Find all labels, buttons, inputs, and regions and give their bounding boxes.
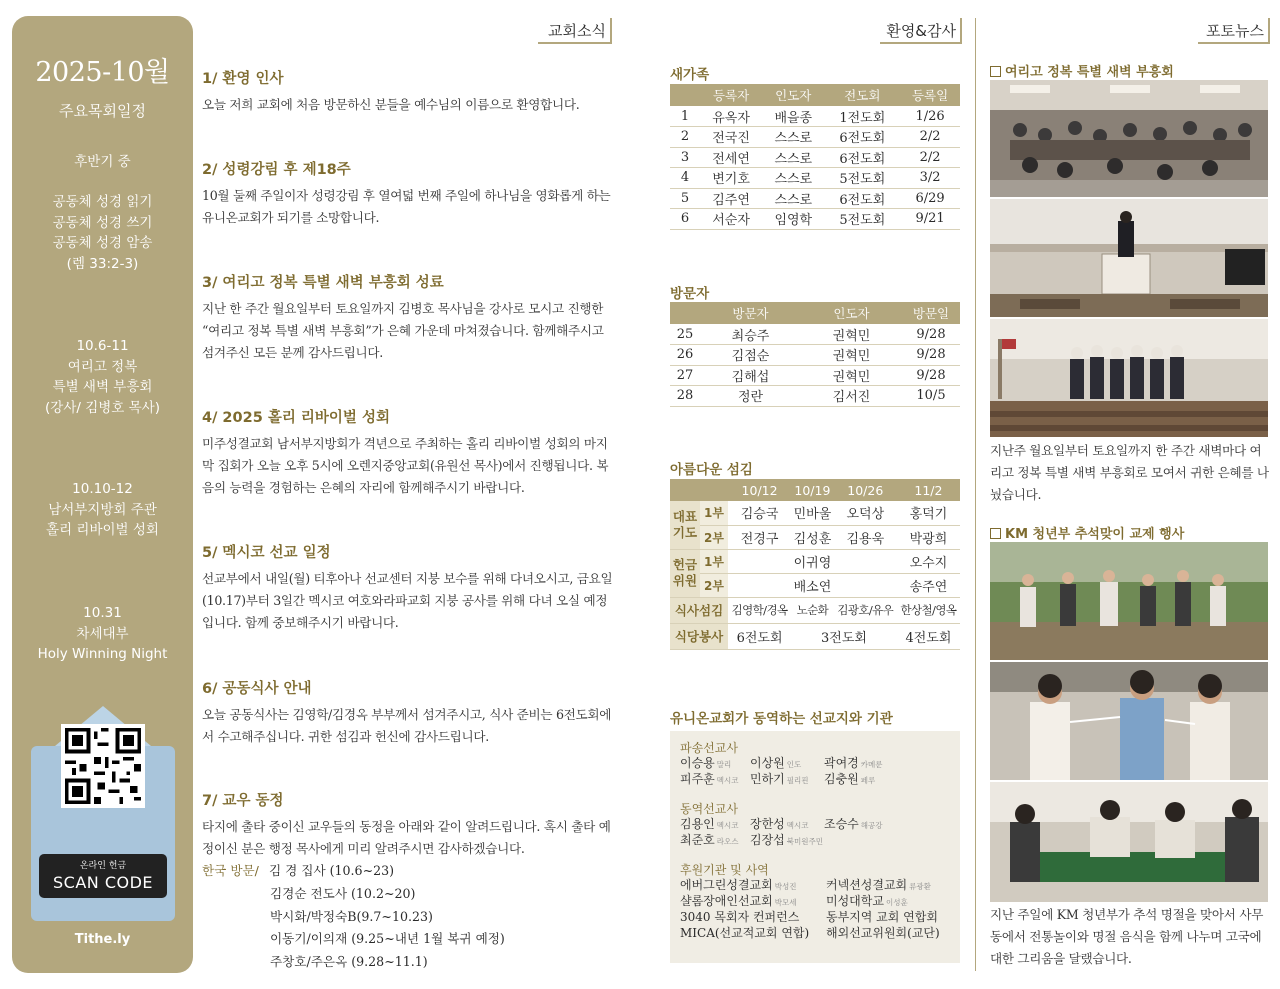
photo-description: 지난 주일에 KM 청년부가 추석 명절을 맞아서 사무동에서 전통놀이와 명절 음식을 함께 나누며 고국에 대한 그리움을 달랬습니다. <box>990 907 1264 966</box>
mission-entry <box>680 894 826 910</box>
column-header: 인도자 <box>762 84 824 106</box>
news-body: 미주성결교회 남서부지방회가 격년으로 주최하는 홀리 리바이벌 성회의 마지막 집회가 오늘 오후 5시에 오렌지중앙교회(유원선 목사)에서 진행됩니다. 복음의 능력을 경험하는 은혜의 자리에 함께해주시기 바랍니다. <box>202 436 609 495</box>
schedule-line: 홀리 리바이벌 성회 <box>46 522 159 538</box>
visit-entry: 김 경 집사 (10.6~23) <box>268 863 395 878</box>
mission-place: 카메룬 <box>860 760 883 769</box>
mission-place: 멕시코 <box>716 776 739 785</box>
table-cell: 1전도회 <box>824 106 900 127</box>
mission-place: 필리핀 <box>786 776 809 785</box>
table-cell: 김해섭 <box>700 365 801 386</box>
table-cell: 5전도회 <box>824 168 900 189</box>
part-label: 2부 <box>700 525 728 549</box>
table-row <box>670 106 960 127</box>
giving-envelope[interactable] <box>31 706 175 921</box>
mission-entry <box>824 817 950 833</box>
mission-entry <box>826 910 950 926</box>
mission-entry <box>826 926 950 942</box>
mission-name: 이승용 <box>680 756 715 770</box>
table-row <box>670 168 960 189</box>
scan-code-button[interactable] <box>39 854 167 898</box>
mission-entry <box>750 772 824 788</box>
prayer-label: 대표기도 <box>670 501 700 549</box>
news-item <box>202 789 614 974</box>
news-body: 타지에 출타 중이신 교우들의 동정을 아래와 같이 알려드립니다. 혹시 출타 예정이신 분은 행정 목사에게 미리 알려주시면 감사하겠습니다. <box>202 819 611 856</box>
table-cell: 1/26 <box>900 106 960 127</box>
mission-name: 해외선교위원회(교단) <box>826 926 940 940</box>
mission-entry <box>824 772 950 788</box>
date-header: 11/2 <box>897 479 960 501</box>
table-cell: 27 <box>670 365 700 386</box>
mission-place: 인도 <box>786 760 802 769</box>
schedule-title: 2025-10월 <box>35 57 170 88</box>
column-divider <box>975 18 976 971</box>
schedule-block <box>12 152 193 173</box>
prayer-cell: 김성훈 <box>791 525 834 549</box>
visit-entry: 김경순 전도사 (10.2~20) <box>270 885 416 901</box>
mission-entry <box>826 894 950 910</box>
mission-row <box>680 756 950 772</box>
mission-name: 김용인 <box>680 817 715 831</box>
table-row <box>670 147 960 168</box>
photo-caption-text: KM 청년부 추석맞이 교제 행사 <box>1005 527 1185 542</box>
mission-row <box>680 910 950 926</box>
schedule-line: 남서부지방회 주관 <box>48 501 157 518</box>
mission-row <box>680 878 950 894</box>
mission-row <box>680 817 950 833</box>
schedule-line: 후반기 중 <box>74 154 131 170</box>
table-row <box>670 386 960 407</box>
service-label: 아름다운 섬김 <box>670 462 753 478</box>
schedule-line: 10.6-11 <box>76 338 129 354</box>
prayer-cell: 전경구 <box>728 525 791 549</box>
table-cell: 9/28 <box>902 345 960 366</box>
table-cell: 스스로 <box>762 147 824 168</box>
checkbox-icon <box>990 528 1001 539</box>
table-cell: 김점순 <box>700 345 801 366</box>
photo-caption <box>990 61 1174 80</box>
table-row <box>670 324 960 345</box>
news-body: 선교부에서 내일(월) 티후아나 선교센터 지붕 보수를 위해 다녀오시고, 금요일(10.17)부터 3일간 멕시코 여호와라파교회 지붕 공사를 위해 다녀 오실 예정입니다. 함께 중보해주시기 바랍니다. <box>202 571 613 630</box>
news-title: 3/ 여리고 정복 특별 새벽 부흥회 성료 <box>202 275 444 291</box>
mission-entry <box>680 817 750 833</box>
table-cell: 2/2 <box>900 147 960 168</box>
news-item <box>202 271 614 364</box>
column-header: 등록자 <box>700 84 762 106</box>
mission-entry <box>824 833 950 849</box>
schedule-line: 여리고 정복 <box>67 358 138 375</box>
news-body: 10월 둘째 주일이자 성령강림 후 열여덟 번째 주일에 하나님을 영화롭게 하는 유니온교회가 되기를 소망합니다. <box>202 188 611 225</box>
schedule-line: Holy Winning Night <box>37 646 168 662</box>
part-label: 1부 <box>700 549 728 573</box>
mission-entry <box>750 756 824 772</box>
mission-entry <box>750 817 824 833</box>
mission-row <box>680 894 950 910</box>
news-title: 4/ 2025 홀리 리바이벌 성회 <box>202 410 390 426</box>
table-cell: 스스로 <box>762 127 824 148</box>
mission-entry <box>750 833 824 849</box>
news-item <box>202 677 614 748</box>
mission-name: 조승수 <box>824 817 859 831</box>
table-corner <box>670 302 700 324</box>
table-row <box>670 127 960 148</box>
table-cell: 서순자 <box>700 209 762 230</box>
date-header: 10/12 <box>728 479 791 501</box>
mission-name: 민하기 <box>750 772 785 786</box>
table-cell: 9/21 <box>900 209 960 230</box>
part-label: 2부 <box>700 573 728 597</box>
prayer-cell: 홍덕기 <box>897 501 960 525</box>
visit-entry: 박시화/박정숙B(9.7~10.23) <box>270 908 433 924</box>
mission-place: 라오스 <box>716 837 739 846</box>
mission-entry <box>680 833 750 849</box>
mission-row <box>680 833 950 849</box>
offering-cell: 송주연 <box>897 573 960 597</box>
schedule-panel <box>12 16 193 973</box>
table-cell: 2/2 <box>900 127 960 148</box>
column-header: 방문일 <box>902 302 960 324</box>
kitchen-cell: 4전도회 <box>897 623 960 649</box>
kitchen-label: 식당봉사 <box>670 623 728 649</box>
table-row <box>670 365 960 386</box>
schedule-line: (렘 33:2-3) <box>66 255 139 272</box>
date-header: 10/26 <box>834 479 897 501</box>
table-header-row <box>670 84 960 106</box>
table-cell: 6전도회 <box>824 127 900 148</box>
table-cell: 9/28 <box>902 324 960 345</box>
schedule-line: (강사/ 김병호 목사) <box>45 399 160 416</box>
table-row <box>670 188 960 209</box>
prayer-cell: 김승국 <box>728 501 791 525</box>
news-item <box>202 67 614 116</box>
table-cell: 권혁민 <box>801 345 902 366</box>
mission-label: 유니온교회가 동역하는 선교지와 기관 <box>670 711 893 727</box>
mission-name: 곽여경 <box>824 756 859 770</box>
news-title: 1/ 환영 인사 <box>202 71 284 87</box>
table-cell: 권혁민 <box>801 324 902 345</box>
mission-entry <box>826 878 950 894</box>
youth-arrow-photo <box>990 662 1268 780</box>
mission-name: 동부지역 교회 연합회 <box>826 910 938 924</box>
news-title: 6/ 공동식사 안내 <box>202 681 312 697</box>
offering-label: 헌금위원 <box>670 549 700 597</box>
offering-cell: 오수지 <box>897 549 960 573</box>
table-cell: 6전도회 <box>824 147 900 168</box>
table-row <box>670 209 960 230</box>
youth-game-photo <box>990 542 1268 660</box>
news-item <box>202 158 614 229</box>
table-cell: 스스로 <box>762 168 824 189</box>
meal-row <box>670 597 960 623</box>
table-cell: 1 <box>670 106 700 127</box>
youth-yut-photo <box>990 782 1268 902</box>
visit-row <box>202 860 614 883</box>
mission-name: 최준호 <box>680 833 715 847</box>
schedule-block <box>12 603 193 665</box>
schedule-line: 공동체 성경 읽기 <box>52 194 153 210</box>
mission-name: MICA(선교적교회 연합) <box>680 926 810 940</box>
news-title: 2/ 성령강림 후 제18주 <box>202 162 351 178</box>
table-header-row <box>670 302 960 324</box>
scan-code-label: SCAN CODE <box>52 873 154 892</box>
table-cell: 전국진 <box>700 127 762 148</box>
tithe-link[interactable]: Tithe.ly <box>74 932 131 947</box>
part-label: 1부 <box>700 501 728 525</box>
table-cell: 김주연 <box>700 188 762 209</box>
photo-description: 지난주 월요일부터 토요일까지 한 주간 새벽마다 여리고 정복 특별 새벽 부흥회로 모여서 귀한 은혜를 나눴습니다. <box>990 443 1269 502</box>
table-cell: 5 <box>670 188 700 209</box>
table-cell: 전세연 <box>700 147 762 168</box>
mission-place: 류광환 <box>909 882 931 891</box>
mission-row <box>680 772 950 788</box>
table-cell: 변기호 <box>700 168 762 189</box>
qr-code-icon[interactable] <box>61 724 145 808</box>
prayer-cell: 김용욱 <box>834 525 897 549</box>
table-cell: 6 <box>670 209 700 230</box>
mission-place: 멕시코 <box>786 821 809 830</box>
mission-place: 이성훈 <box>885 898 908 907</box>
table-row <box>670 345 960 366</box>
table-cell: 6전도회 <box>824 188 900 209</box>
service-table <box>670 479 960 650</box>
choir-photo <box>990 319 1268 437</box>
kitchen-row <box>670 623 960 649</box>
table-cell: 최승주 <box>700 324 801 345</box>
table-corner <box>670 84 700 106</box>
schedule-line: 공동체 성경 쓰기 <box>52 214 153 231</box>
meal-cell: 김광호/유우 <box>834 597 897 623</box>
column-header: 등록일 <box>900 84 960 106</box>
photo-section-header: 포토뉴스 <box>1198 18 1270 44</box>
photo-caption-text: 여리고 정복 특별 새벽 부흥회 <box>1005 65 1174 80</box>
kitchen-cell: 6전도회 <box>728 623 791 649</box>
meal-cell: 노순화 <box>791 597 834 623</box>
news-title: 5/ 멕시코 선교 일정 <box>202 545 331 561</box>
kitchen-cell: 3전도회 <box>791 623 897 649</box>
mission-entry <box>680 772 750 788</box>
mission-place: 박성진 <box>774 882 797 891</box>
mission-entry <box>680 910 826 926</box>
meal-cell: 한상철/영옥 <box>897 597 960 623</box>
schedule-line: 특별 새벽 부흥회 <box>52 379 153 395</box>
table-cell: 유옥자 <box>700 106 762 127</box>
schedule-subtitle: 주요목회일정 <box>59 102 146 120</box>
offering-row <box>670 573 960 597</box>
mission-group-title: 파송선교사 <box>680 741 738 755</box>
mission-entry <box>824 756 950 772</box>
table-cell: 10/5 <box>902 386 960 407</box>
schedule-line: 차세대부 <box>76 625 129 642</box>
visitors-label: 방문자 <box>670 286 710 302</box>
meal-cell: 김영학/경옥 <box>728 597 791 623</box>
mission-entry <box>680 878 826 894</box>
mission-entry <box>680 756 750 772</box>
table-cell: 권혁민 <box>801 365 902 386</box>
sermon-photo <box>990 199 1268 317</box>
column-header: 방문자 <box>700 302 801 324</box>
news-body: 지난 한 주간 월요일부터 토요일까지 김병호 목사님을 강사로 모시고 진행한 “여리고 정복 특별 새벽 부흥회”가 은혜 가운데 마쳐졌습니다. 함께해주시고 섬겨주신 모든 분께 감사드립니다. <box>202 301 604 360</box>
table-cell: 스스로 <box>762 188 824 209</box>
mission-name: 김장섭 <box>750 833 785 847</box>
schedule-block <box>12 479 193 541</box>
mission-box <box>670 731 960 963</box>
mission-place: 박모세 <box>774 898 797 907</box>
table-cell: 임영학 <box>762 209 824 230</box>
table-cell: 3 <box>670 147 700 168</box>
mission-name: 피주훈 <box>680 772 715 786</box>
schedule-block <box>12 336 193 418</box>
schedule-line: 10.10-12 <box>72 481 133 497</box>
scan-code-small: 온라인 헌금 <box>79 861 127 871</box>
mission-place: 멕시코 <box>716 821 739 830</box>
schedule-line: 10.31 <box>83 605 122 621</box>
mission-name: 커넥션성결교회 <box>826 878 908 892</box>
offering-cell: 배소연 <box>728 573 897 597</box>
visit-entry: 주창호/주은옥 (9.28~11.1) <box>270 954 428 970</box>
visit-label: 한국 방문/ <box>202 863 259 878</box>
mission-name: 미성대학교 <box>826 894 884 908</box>
column-header: 전도회 <box>824 84 900 106</box>
mission-row <box>680 926 950 942</box>
table-cell: 28 <box>670 386 700 407</box>
new-family-label: 새가족 <box>670 67 710 83</box>
mission-place: 말리 <box>716 760 732 769</box>
mission-group-title: 동역선교사 <box>680 802 738 816</box>
news-body: 오늘 저희 교회에 처음 방문하신 분들을 예수님의 이름으로 환영합니다. <box>202 97 580 112</box>
revival-photo <box>990 80 1268 197</box>
table-cell: 5전도회 <box>824 209 900 230</box>
prayer-cell: 박광희 <box>897 525 960 549</box>
table-cell: 4 <box>670 168 700 189</box>
mission-name: 김충원 <box>824 772 859 786</box>
mission-name: 이상원 <box>750 756 785 770</box>
mission-name: 장한성 <box>750 817 785 831</box>
visitors-table <box>670 302 960 407</box>
table-corner <box>670 479 728 501</box>
table-cell: 배을종 <box>762 106 824 127</box>
prayer-row <box>670 501 960 525</box>
prayer-cell: 오덕상 <box>834 501 897 525</box>
offering-cell: 이귀영 <box>728 549 897 573</box>
table-cell: 6/29 <box>900 188 960 209</box>
column-header: 인도자 <box>801 302 902 324</box>
table-header-row <box>670 479 960 501</box>
mission-name: 3040 목회자 컨퍼런스 <box>680 910 800 924</box>
mission-place: 북미원주민 <box>786 837 824 846</box>
prayer-row <box>670 525 960 549</box>
mission-place: 페루 <box>860 776 876 785</box>
news-body: 오늘 공동식사는 김영학/김경옥 부부께서 섬겨주시고, 식사 준비는 6전도회에서 수고해주십니다. 귀한 섬김과 헌신에 감사드립니다. <box>202 707 612 744</box>
meal-label: 식사섬김 <box>670 597 728 623</box>
new-family-table <box>670 84 960 230</box>
visit-entry: 이동기/이의재 (9.25~내년 1월 복귀 예정) <box>270 931 505 947</box>
table-cell: 26 <box>670 345 700 366</box>
mission-entry <box>680 926 826 942</box>
schedule-line: 공동체 성경 암송 <box>52 235 153 251</box>
mission-group-title: 후원기관 및 사역 <box>680 863 769 877</box>
offering-row <box>670 549 960 573</box>
table-cell: 2 <box>670 127 700 148</box>
table-cell: 9/28 <box>902 365 960 386</box>
news-item <box>202 541 614 634</box>
table-cell: 3/2 <box>900 168 960 189</box>
news-title: 7/ 교우 동정 <box>202 793 284 809</box>
mission-name: 에버그린성결교회 <box>680 878 773 892</box>
welcome-section-header: 환영&감사 <box>880 18 962 44</box>
photo-caption <box>990 523 1184 542</box>
news-item <box>202 406 614 499</box>
table-cell: 정란 <box>700 386 801 407</box>
date-header: 10/19 <box>791 479 834 501</box>
mission-name: 샬롬장애인선교회 <box>680 894 773 908</box>
table-cell: 25 <box>670 324 700 345</box>
checkbox-icon <box>990 66 1001 77</box>
table-cell: 김서진 <box>801 386 902 407</box>
news-section-header: 교회소식 <box>538 18 612 44</box>
mission-place: 해공강 <box>860 821 883 830</box>
schedule-block <box>12 192 193 274</box>
prayer-cell: 민바울 <box>791 501 834 525</box>
